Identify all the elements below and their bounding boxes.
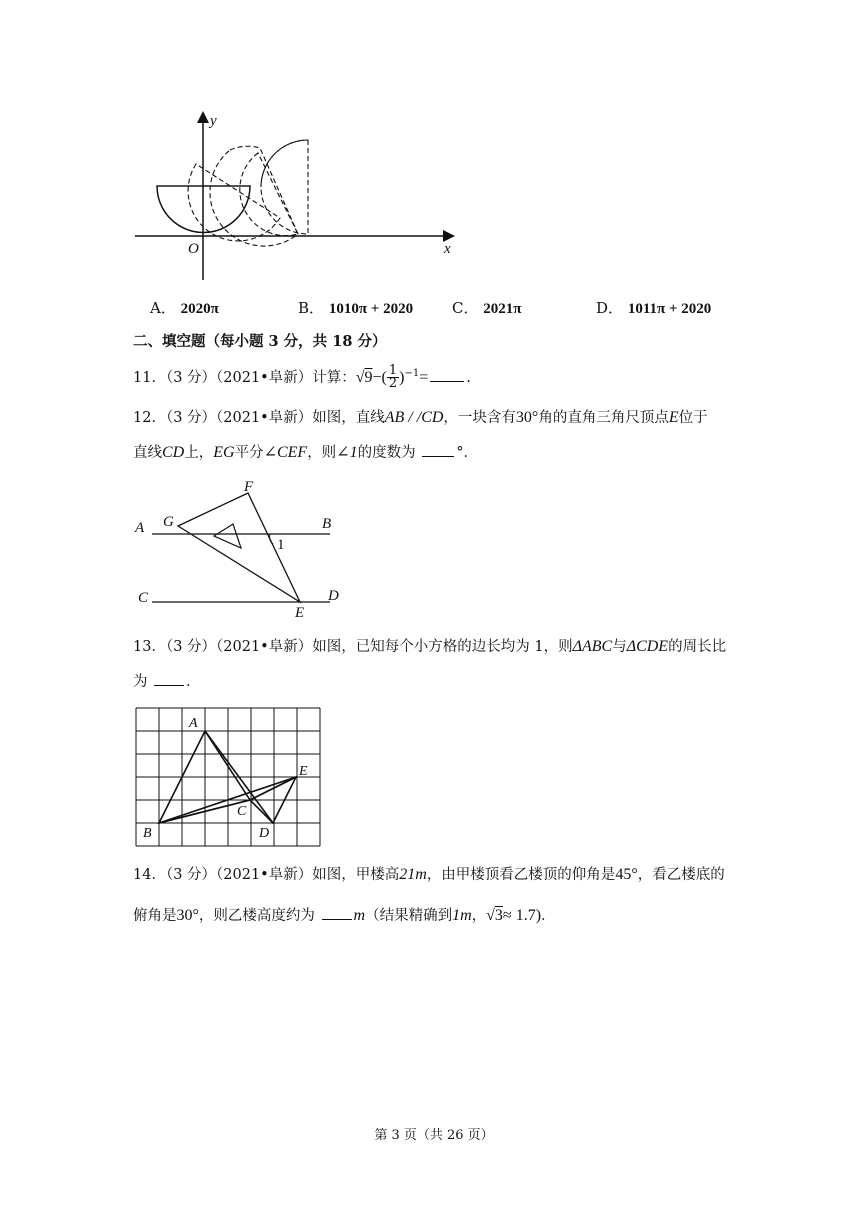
question-14-line1: 14．（3 分）（2021•阜新）如图，甲楼高21m，由甲楼顶看乙楼顶的仰角是45°，看乙楼底的 xyxy=(133,866,725,883)
semicircle-dashed-3 xyxy=(210,146,298,246)
option-a[interactable]: A． 2020π xyxy=(150,299,219,317)
semicircle-dashed-2 xyxy=(240,153,298,236)
figure-rolling-semicircle xyxy=(130,108,470,283)
answer-blank-14[interactable] xyxy=(322,905,352,920)
semicircle-dashed-1 xyxy=(188,164,280,241)
question-11: 11．（3 分）（2021•阜新）计算：√9−( $\frac{1}{2}$ )$^{-1}$= . xyxy=(133,363,471,392)
answer-blank-13[interactable] xyxy=(154,671,184,686)
answer-blank-12[interactable] xyxy=(422,442,454,457)
svg-text:A: A xyxy=(189,716,198,731)
svg-text:E: E xyxy=(295,605,305,621)
y-label: y xyxy=(210,113,217,129)
svg-text:D: D xyxy=(259,826,270,841)
question-13-line1: 13．（3 分）（2021•阜新）如图，已知每个小方格的边长均为 1，则ΔABC与ΔCDE的周长比 xyxy=(133,638,727,655)
x-label: x xyxy=(444,241,451,257)
answer-blank-11[interactable] xyxy=(430,367,464,382)
question-12-line2: 直线CD上，EG平分∠CEF，则∠1的度数为 °． xyxy=(133,444,478,461)
question-13-line2: 为 ． xyxy=(133,671,201,692)
option-b[interactable]: B． 1010π + 2020 xyxy=(298,299,414,317)
svg-text:F: F xyxy=(244,479,254,495)
origin-label: O xyxy=(188,241,199,257)
question-14-line2: 俯角是30°，则乙楼高度约为 m（结果精确到1m，√3≈ 1.7)． xyxy=(133,907,556,924)
section-title: 二、填空题（每小题 3 分，共 18 分） xyxy=(133,333,387,350)
svg-text:C: C xyxy=(237,804,247,819)
semicircle-dashed-4 xyxy=(261,140,308,234)
line-ce xyxy=(250,777,296,800)
svg-text:D: D xyxy=(328,588,339,604)
option-d[interactable]: D． 1011π + 2020 xyxy=(596,299,712,317)
angle-1-arc xyxy=(270,534,273,544)
figure-grid xyxy=(133,705,325,850)
svg-text:G: G xyxy=(163,514,174,530)
svg-text:1: 1 xyxy=(277,537,285,553)
svg-text:A: A xyxy=(135,520,145,536)
option-c[interactable]: C． 2021π xyxy=(452,299,522,317)
grid-lines xyxy=(136,708,320,846)
svg-text:E: E xyxy=(299,764,308,779)
semicircle-dashed-4b xyxy=(261,140,308,187)
triangle-inner xyxy=(214,524,241,548)
page-footer: 第 3 页（共 26 页） xyxy=(374,1128,494,1143)
svg-text:C: C xyxy=(138,590,149,606)
svg-text:B: B xyxy=(143,826,152,841)
svg-text:B: B xyxy=(322,516,332,532)
figure-parallel-lines xyxy=(130,478,360,623)
question-12-line1: 12．（3 分）（2021•阜新）如图，直线AB / /CD，一块含有30°角的直角三角尺顶点E位于 xyxy=(133,409,708,426)
fraction: $\frac{1}{2}$ xyxy=(388,363,398,392)
